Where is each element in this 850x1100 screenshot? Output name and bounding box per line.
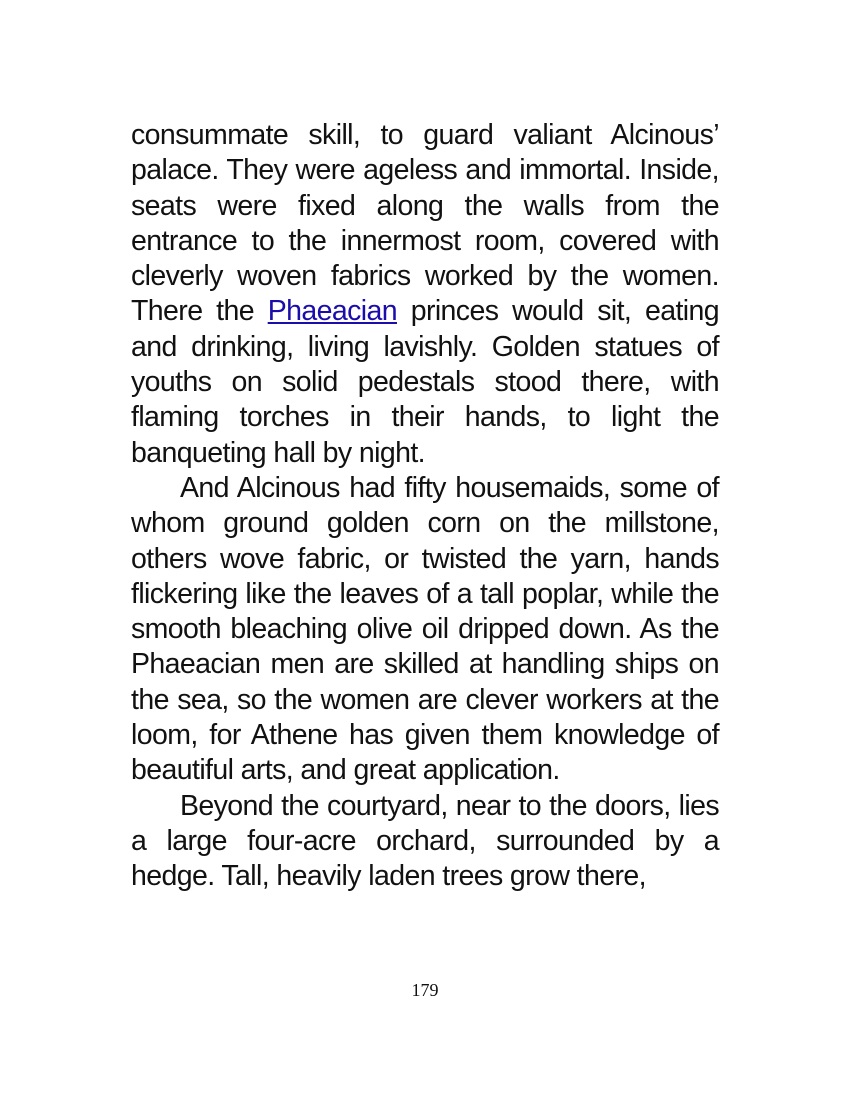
paragraph-1-text-before-link: consummate skill, to guard valiant Alcinous’ palace. They were ageless and immortal. Inside, seats were fixed along the walls from the entrance to the innermost room, covered with cleverly woven fabrics worked by the women. There the: [131, 119, 719, 328]
page-number: 179: [411, 980, 439, 1000]
paragraph-2: And Alcinous had fifty housemaids, some of whom ground golden corn on the millstone, others wove fabric, or twisted the yarn, hands flickering like the leaves of a tall poplar, while the smooth bleaching olive oil dripped down. As the Phaeacian men are skilled at handling ships on the sea, so the women are clever workers at the loom, for Athene has given them knowledge of beautiful arts, and great application.: [131, 471, 719, 787]
paragraph-1-text-after-link: princes would sit, eating and drinking, living lavishly. Golden statues of youths on solid pedestals stood there, with flaming torches in their hands, to light the banqueting hall by night.: [131, 295, 720, 469]
paragraph-1: [131, 118, 719, 471]
paragraph-3: Beyond the courtyard, near to the doors, lies a large four-acre orchard, surrounded by a hedge. Tall, heavily laden trees grow there,: [131, 789, 719, 893]
phaeacian-link[interactable]: Phaeacian: [267, 295, 397, 328]
page-body-text: [131, 118, 719, 895]
